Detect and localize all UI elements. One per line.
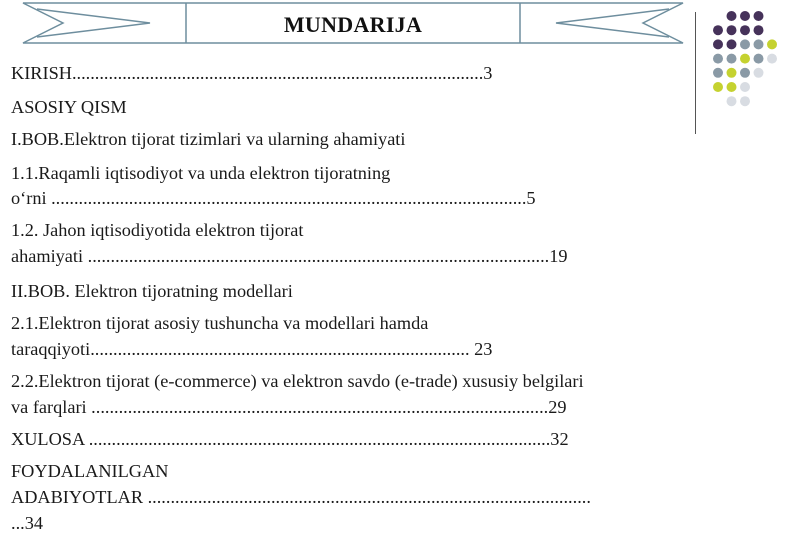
decorative-dot <box>754 11 764 21</box>
decorative-dot <box>713 82 723 92</box>
decorative-dot <box>754 25 764 35</box>
decorative-dot <box>740 68 750 78</box>
decorative-dot <box>727 54 737 64</box>
toc-entry-foydalanilgan[interactable]: FOYDALANILGAN <box>11 461 169 481</box>
decorative-dot <box>727 96 737 106</box>
toc-entry-2-2-cont[interactable]: va farqlari ....................................................................................................29 <box>11 397 567 417</box>
toc-entry-1-2[interactable]: 1.2. Jahon iqtisodiyotida elektron tijorat <box>11 220 304 240</box>
decorative-dot <box>740 11 750 21</box>
decorative-dot <box>754 68 764 78</box>
page-title: MUNDARIJA <box>283 12 423 37</box>
decorative-dot <box>754 54 764 64</box>
toc-entry-1-2-cont[interactable]: ahamiyati .....................................................................................................19 <box>11 246 568 266</box>
toc-entry-2-1-cont[interactable]: taraqqiyoti................................................................................... 23 <box>11 339 493 359</box>
divider-line <box>695 12 696 134</box>
decorative-dot <box>740 96 750 106</box>
decorative-dot-grid <box>710 10 790 120</box>
decorative-dot <box>713 25 723 35</box>
toc-entry-2-1[interactable]: 2.1.Elektron tijorat asosiy tushuncha va modellari hamda <box>11 313 429 333</box>
decorative-dot <box>713 68 723 78</box>
toc-entry-xulosa[interactable]: XULOSA .....................................................................................................32 <box>11 429 569 449</box>
toc-entry-1-1[interactable]: 1.1.Raqamli iqtisodiyot va unda elektron tijoratning <box>11 163 391 183</box>
decorative-dot <box>740 82 750 92</box>
decorative-dot <box>767 39 777 49</box>
decorative-dot <box>727 39 737 49</box>
decorative-dot <box>754 39 764 49</box>
toc-entry-2-2[interactable]: 2.2.Elektron tijorat (e-commerce) va elektron savdo (e-trade) xususiy belgilari <box>11 371 584 391</box>
decorative-dot <box>727 25 737 35</box>
toc-entry-bob2[interactable]: II.BOB. Elektron tijoratning modellari <box>11 281 293 301</box>
decorative-dot <box>727 11 737 21</box>
decorative-dot <box>767 54 777 64</box>
toc-entry-bob1[interactable]: I.BOB.Elektron tijorat tizimlari va ularning ahamiyati <box>11 129 406 149</box>
toc-entry-1-1-cont[interactable]: o‘rni ........................................................................................................5 <box>11 188 536 208</box>
decorative-dot <box>740 39 750 49</box>
decorative-dot <box>713 39 723 49</box>
toc-entry-adabiyotlar[interactable]: ADABIYOTLAR ................................................................................................. <box>11 487 591 507</box>
decorative-dot <box>727 82 737 92</box>
toc-heading-asosiy-qism[interactable]: ASOSIY QISM <box>11 97 127 117</box>
decorative-dot <box>727 68 737 78</box>
decorative-dot <box>740 54 750 64</box>
decorative-dot <box>713 54 723 64</box>
toc-entry-adabiyotlar-page[interactable]: ...34 <box>11 513 43 533</box>
decorative-dot <box>740 25 750 35</box>
toc-entry-kirish[interactable]: KIRISH..........................................................................................3 <box>11 63 493 83</box>
